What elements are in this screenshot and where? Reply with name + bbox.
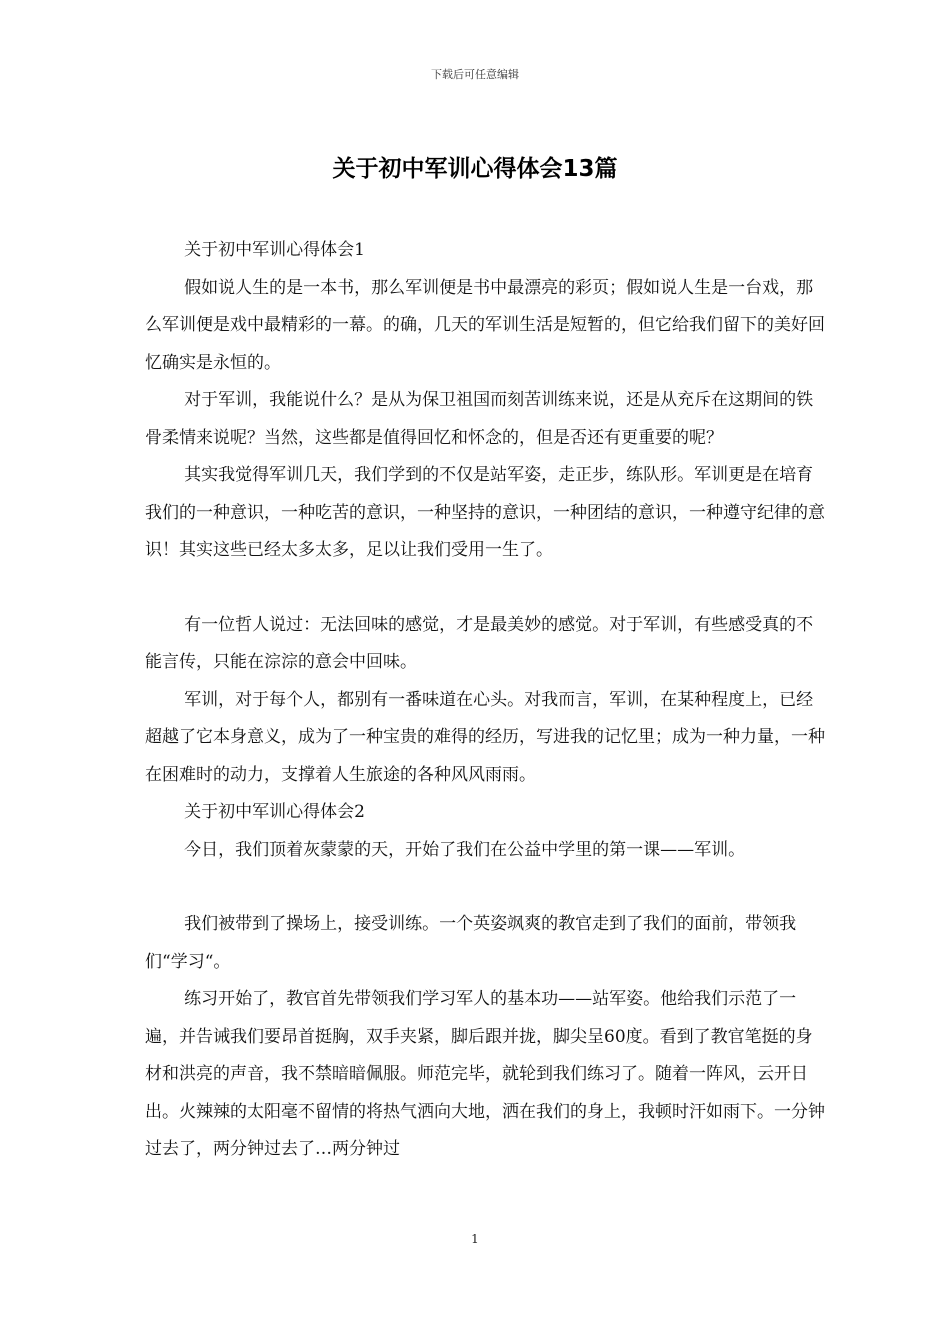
section-heading-1: 关于初中军训心得体会1	[184, 240, 365, 260]
paragraph: 对于军训，我能说什么？是从为保卫祖国而刻苦训练来说，还是从充斥在这期间的铁骨柔情来说呢？当然，这些都是值得回忆和怀念的，但是否还有更重要的呢？	[145, 390, 814, 448]
paragraph: 我们被带到了操场上，接受训练。一个英姿飒爽的教官走到了我们的面前，带领我们“学习“。	[145, 914, 797, 972]
header-note: 下载后可任意编辑	[431, 68, 519, 81]
paragraph: 其实我觉得军训几天，我们学到的不仅是站军姿，走正步，练队形。军训更是在培育我们的一种意识，一种吃苦的意识，一种坚持的意识，一种团结的意识，一种遵守纪律的意识！其实这些已经太多太多，足以让我们受用一生了。	[145, 465, 825, 560]
section-heading-2: 关于初中军训心得体会2	[184, 802, 365, 822]
paragraph: 假如说人生的是一本书，那么军训便是书中最漂亮的彩页；假如说人生是一台戏，那么军训便是戏中最精彩的一幕。的确，几天的军训生活是短暂的，但它给我们留下的美好回忆确实是永恒的。	[145, 277, 825, 373]
paragraph: 有一位哲人说过：无法回味的感觉，才是最美妙的感觉。对于军训，有些感受真的不能言传，只能在淙淙的意会中回味。	[145, 614, 814, 672]
document-title: 关于初中军训心得体会13篇	[332, 156, 618, 182]
page-number: 1	[471, 1232, 479, 1246]
paragraph: 练习开始了，教官首先带领我们学习军人的基本功——站军姿。他给我们示范了一遍，并告诫我们要昂首挺胸，双手夹紧，脚后跟并拢，脚尖呈60度。看到了教官笔挺的身材和洪亮的声音，我不禁暗暗佩服。师范完毕，就轮到我们练习了。随着一阵风，云开日出。火辣辣的太阳毫不留情的将热气洒向大地，洒在我们的身上，我顿时汗如雨下。一分钟过去了，两分钟过去了…两分钟过	[145, 989, 825, 1159]
paragraph: 军训，对于每个人，都别有一番味道在心头。对我而言，军训，在某种程度上，已经超越了它本身意义，成为了一种宝贵的难得的经历，写进我的记忆里；成为一种力量，一种在困难时的动力，支撑着人生旅途的各种风风雨雨。	[145, 689, 825, 785]
document-body	[145, 232, 825, 1169]
paragraph: 今日，我们顶着灰蒙蒙的天，开始了我们在公益中学里的第一课——军训。	[184, 839, 746, 860]
